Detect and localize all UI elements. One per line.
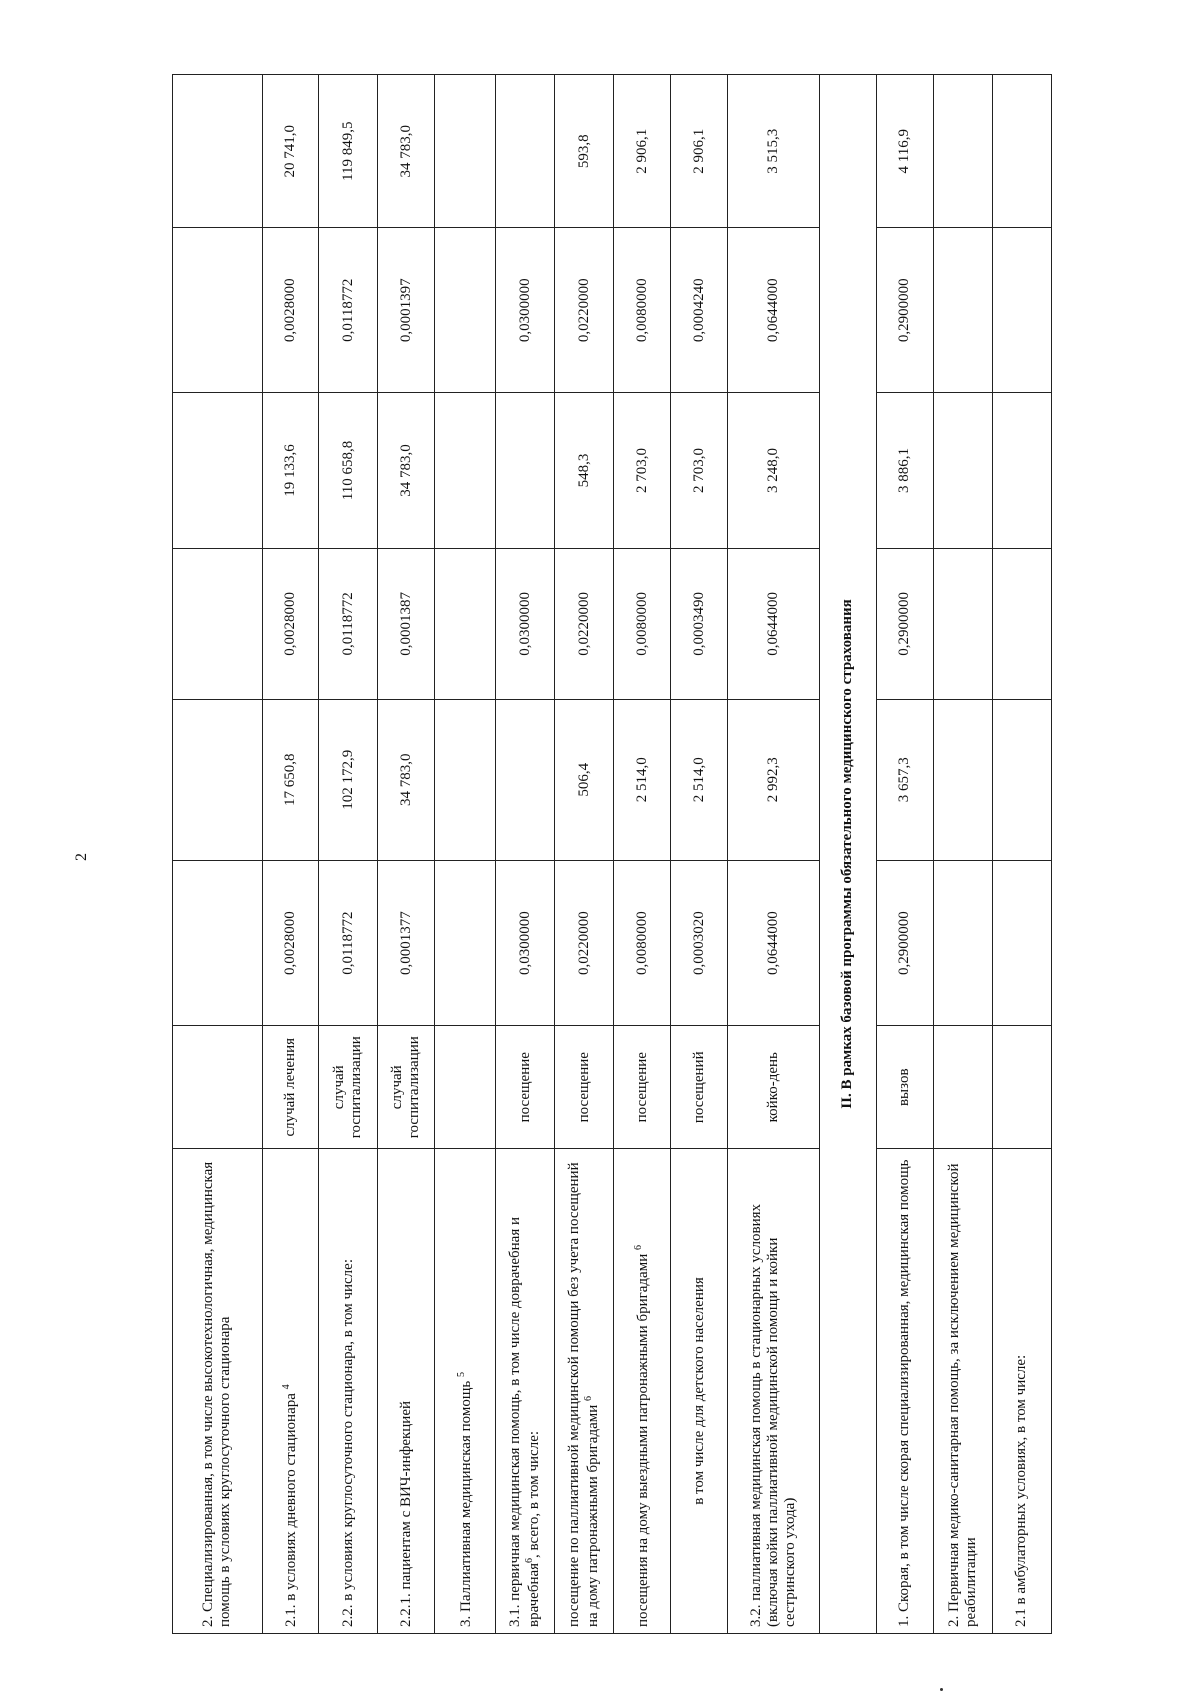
row-value: 0,0001397 (378, 228, 435, 393)
row-name: 2. Первичная медико-санитарная помощь, за исключением медицинской реабилитации (933, 1148, 992, 1633)
row-value: 0,0300000 (496, 548, 555, 699)
row-name (496, 1148, 555, 1633)
row-value (992, 75, 1051, 228)
table-row (378, 75, 435, 1634)
table-row (933, 75, 992, 1634)
table-row (173, 75, 263, 1634)
row-value: 0,0004240 (671, 228, 728, 393)
row-value: 20 741,0 (262, 75, 319, 228)
row-unit: случай госпитализации (319, 1026, 378, 1148)
row-value: 3 657,3 (876, 699, 933, 860)
row-value: 2 703,0 (614, 393, 671, 549)
scan-speck (940, 1688, 943, 1691)
row-value (435, 699, 496, 860)
row-value: 0,0220000 (555, 548, 614, 699)
row-name (614, 1148, 671, 1633)
row-value (992, 860, 1051, 1026)
row-unit: случай лечения (262, 1026, 319, 1148)
row-value: 0,0080000 (614, 228, 671, 393)
row-value: 3 248,0 (728, 393, 820, 549)
norms-table (172, 74, 1052, 1634)
footnote-mark: 5 (455, 1372, 467, 1378)
row-value: 19 133,6 (262, 393, 319, 549)
row-name-tail: , всего, в том числе: (526, 1430, 543, 1558)
row-name: 2.2. в условиях круглосуточного стационара, в том числе: (319, 1148, 378, 1633)
row-unit (992, 1026, 1051, 1148)
row-name (555, 1148, 614, 1633)
table-row (496, 75, 555, 1634)
row-value: 0,0644000 (728, 860, 820, 1026)
row-value: 593,8 (555, 75, 614, 228)
row-value: 0,0300000 (496, 860, 555, 1026)
footnote-mark: 6 (583, 1395, 595, 1401)
row-value (992, 228, 1051, 393)
row-value (992, 393, 1051, 549)
row-value: 17 650,8 (262, 699, 319, 860)
row-value (992, 699, 1051, 860)
row-value (435, 228, 496, 393)
row-unit (435, 1026, 496, 1148)
row-value: 119 849,5 (319, 75, 378, 228)
row-value: 0,0003020 (671, 860, 728, 1026)
row-value (496, 393, 555, 549)
row-value: 0,0220000 (555, 860, 614, 1026)
row-unit: койко-день (728, 1026, 820, 1148)
page-number: 2 (73, 853, 90, 861)
row-value: 0,0001377 (378, 860, 435, 1026)
row-value: 34 783,0 (378, 75, 435, 228)
row-value (173, 860, 263, 1026)
row-value: 0,0028000 (262, 860, 319, 1026)
footnote-mark: 6 (632, 1245, 644, 1250)
row-value (992, 548, 1051, 699)
table-row (319, 75, 378, 1634)
row-value (173, 548, 263, 699)
row-value: 0,0118772 (319, 860, 378, 1026)
row-value: 0,2900000 (876, 548, 933, 699)
section-title: II. В рамках базовой программы обязательного медицинского страхования (819, 75, 876, 1634)
row-name: 2.2.1. пациентам с ВИЧ-инфекцией (378, 1148, 435, 1633)
row-value: 2 514,0 (671, 699, 728, 860)
row-name-text: посещение по паллиативной медицинской помощи без учета посещений на дому патронажными бригадами (566, 1162, 602, 1627)
row-unit (933, 1026, 992, 1148)
row-value (933, 860, 992, 1026)
row-value: 2 906,1 (614, 75, 671, 228)
row-value: 110 658,8 (319, 393, 378, 549)
row-value: 0,0220000 (555, 228, 614, 393)
row-value: 4 116,9 (876, 75, 933, 228)
row-name-text: 2.1. в условиях дневного стационара (282, 1393, 299, 1627)
row-value: 0,0080000 (614, 860, 671, 1026)
row-value (496, 75, 555, 228)
row-value: 3 515,3 (728, 75, 820, 228)
row-unit: посещение (496, 1026, 555, 1148)
row-value (173, 699, 263, 860)
row-value (173, 75, 263, 228)
row-unit (173, 1026, 263, 1148)
row-unit: случай госпитализации (378, 1026, 435, 1148)
row-name (262, 1148, 319, 1633)
row-name: в том числе для детского населения (671, 1148, 728, 1633)
row-value (173, 228, 263, 393)
row-value (933, 548, 992, 699)
row-value: 102 172,9 (319, 699, 378, 860)
table-row (876, 75, 933, 1634)
row-value: 0,0028000 (262, 228, 319, 393)
table-row (992, 75, 1051, 1634)
row-name: 2.1 в амбулаторных условиях, в том числе: (992, 1148, 1051, 1633)
row-value (933, 393, 992, 549)
row-value: 0,2900000 (876, 860, 933, 1026)
row-value: 34 783,0 (378, 393, 435, 549)
row-value: 0,0300000 (496, 228, 555, 393)
row-value: 0,0644000 (728, 548, 820, 699)
row-name (435, 1148, 496, 1633)
row-value: 34 783,0 (378, 699, 435, 860)
row-value: 2 514,0 (614, 699, 671, 860)
section-header-row (819, 75, 876, 1634)
table-row (614, 75, 671, 1634)
row-unit: вызов (876, 1026, 933, 1148)
table-row (262, 75, 319, 1634)
row-name-text: 3. Паллиативная медицинская помощь (457, 1380, 474, 1627)
row-value (435, 393, 496, 549)
row-value: 0,0118772 (319, 228, 378, 393)
row-value: 0,0001387 (378, 548, 435, 699)
row-value (173, 393, 263, 549)
row-value: 506,4 (555, 699, 614, 860)
row-value: 0,0118772 (319, 548, 378, 699)
row-name: 1. Скорая, в том числе скорая специализированная, медицинская помощь (876, 1148, 933, 1633)
table-row (555, 75, 614, 1634)
row-unit: посещение (555, 1026, 614, 1148)
row-value: 0,0028000 (262, 548, 319, 699)
footnote-mark: 4 (280, 1384, 292, 1390)
row-name: 3.2. паллиативная медицинская помощь в стационарных условиях (включая койки паллиативной медицинской помощи и койки сестринского ухода) (728, 1148, 820, 1633)
row-name-text: посещения на дому выездными патронажными бригадами (634, 1253, 651, 1627)
row-value (933, 699, 992, 860)
row-unit: посещений (671, 1026, 728, 1148)
row-value (435, 860, 496, 1026)
table-row (671, 75, 728, 1634)
table-row (728, 75, 820, 1634)
table-row (435, 75, 496, 1634)
row-value: 0,0003490 (671, 548, 728, 699)
row-value: 548,3 (555, 393, 614, 549)
row-unit: посещение (614, 1026, 671, 1148)
row-name-text: 3.1. первичная медицинская помощь, в том числе доврачебная и врачебная (507, 1216, 543, 1627)
row-value (496, 699, 555, 860)
row-value (435, 548, 496, 699)
row-value: 2 703,0 (671, 393, 728, 549)
footnote-mark: 6 (524, 1557, 536, 1563)
row-value: 0,0644000 (728, 228, 820, 393)
row-value (933, 75, 992, 228)
row-value: 2 906,1 (671, 75, 728, 228)
row-value: 0,0080000 (614, 548, 671, 699)
row-value: 2 992,3 (728, 699, 820, 860)
row-name: 2. Специализированная, в том числе высокотехнологичная, медицинская помощь в условиях круглосуточного стационара (173, 1148, 263, 1633)
row-value: 0,2900000 (876, 228, 933, 393)
row-value (435, 75, 496, 228)
row-value (933, 228, 992, 393)
rotated-table-container (172, 74, 1052, 1634)
row-value: 3 886,1 (876, 393, 933, 549)
